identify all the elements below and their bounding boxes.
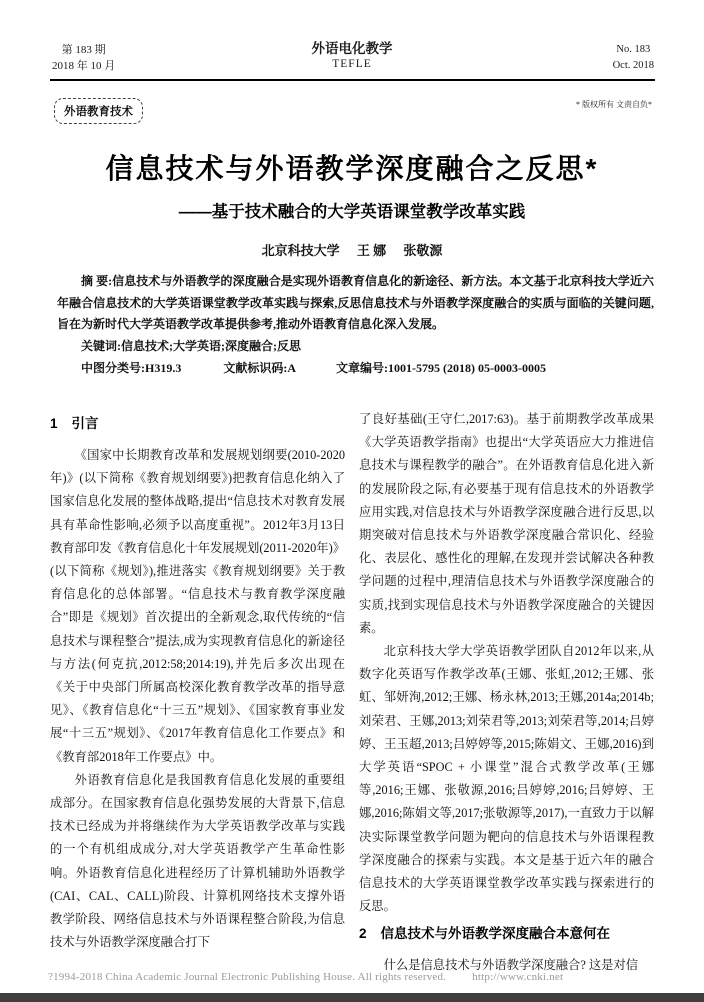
left-column [50,408,345,1002]
section-2-title: 信息技术与外语教学深度融合本意何在 [380,926,611,942]
right-column [359,408,654,1002]
keywords-line [57,336,654,358]
paragraph: 外语教育信息化是我国教育信息化发展的重要组成部分。在国家教育信息化强势发展的大背景下,信息技术已经成为并将继续作为大学英语教学改革与实践的一个有机组成成分,对大学英语教学产生革命性影响。外语教育信息化进程经历了计算机辅助外语教学(CAI、CAL、CALL)阶段、计算机网络技术支撑外语教学阶段、网络信息技术与外语课程整合阶段,为信息技术与外语教学深度融合打下 [50,772,345,950]
doc-code-value: A [287,361,297,375]
header-rule [50,79,655,81]
article-subtitle: ——基于技术融合的大学英语课堂教学改革实践 [178,203,526,221]
section-2-number: 2 [359,926,367,942]
clc-value: H319.3 [145,361,182,375]
copyright-note: * 版权所有 文责自负* [576,100,652,109]
cnki-footer [48,971,668,983]
paragraph: 《国家中长期教育改革和发展规划纲要(2010-2020年)》(以下简称《教育规划纲要》)把教育信息化纳入了国家信息化发展的整体战略,提出“信息技术对教育发展具有革命性影响,必须予以高度重视”。2012年3月13日教育部印发《教育信息化十年发展规划(2011-2020年)》(以下简称《规划》),推进落实《教育规划纲要》关于教育信息化的总体部署。“信息技术与教育教学深度融合”即是《规划》首次提出的全新观念,取代传统的“信息技术与课程整合”提法,成为实现教育信息化的新途径与方法(何克抗,2012:58;2014:19),并先后多次出现在《关于中央部门所属高校深化教育教学改革的指导意见》、《教育信息化“十三五”规划》、《国家教育事业发展“十三五”规划》、《2017年教育信息化工作要点》和《教育部2018年工作要点》中。 [50,448,345,764]
author-1: 王 娜 [356,243,387,258]
paragraph: 了良好基础(王守仁,2017:63)。基于前期教学改革成果《大学英语教学指南》也提出“大学英语应大力推进信息技术与课程教学的融合”。在外语教育信息化进入新的发展阶段之际,有必要基于现有信息技术的外语教学应用实践,对信息技术与外语教学深度融合进行反思,以期突破对信息技术与外语教学深度融合常识化、经验化、表层化、感性化的理解,在发现并尝试解决各种教学问题的过程中,理清信息技术与外语教学深度融合的实质,找到实现信息技术与外语教学深度融合的关键因素。 [359,412,654,635]
section-1-number: 1 [50,416,58,431]
keywords-text: 信息技术;大学英语;深度融合;反思 [121,338,301,353]
journal-name-en: TEFLE [332,58,372,70]
abstract-text: 信息技术与外语教学的深度融合是实现外语教育信息化的新途径、新方法。本文基于北京科技大学近六年融合信息技术的大学英语课堂教学改革实践与探索,反思信息技术与外语教学深度融合的实质与面临的关键问题,旨在为新时代大学英语教学改革提供参考,推动外语教育信息化深入发展。 [57,274,654,331]
section-1-title: 引言 [71,416,99,431]
column-badge: 外语教育技术 [54,98,143,124]
paragraph: 什么是信息技术与外语教学深度融合? 这是对信 [383,958,639,973]
article-no-item [336,361,546,375]
footer-copyright: ?1994-2018 China Academic Journal Electronic Publishing House. All rights reserved. [48,971,447,983]
header-journal-name [0,40,704,72]
issue-number-en: No. 183 [616,44,651,55]
clc-item [81,361,181,375]
author-line [0,240,704,259]
header-issue-en [613,42,654,74]
doc-code-label: 文献标识码: [223,361,288,375]
abstract-label: 摘 要: [81,274,113,288]
bottom-scan-bar [0,993,704,1002]
footer-url: http://www.cnki.net [472,971,564,983]
affiliation: 北京科技大学 [261,243,340,258]
paragraph: 北京科技大学大学英语教学团队自2012年以来,从数字化英语写作教学改革(王娜、张虹,2012;王娜、张虹、邹妍洵,2012;王娜、杨永林,2013;王娜,2014a;2014b;刘荣君、王娜,2013;刘荣君等,2013;刘荣君等,2014;吕婷婷、王玉超,2013;吕婷婷等,2015;陈娟文、王娜,2016)到大学英语“SPOC + 小课堂”混合式教学改革(王娜等,2016;王娜、张敬源,2016;吕婷婷,2016;吕婷婷、王娜,2016;陈娟文等,2017;张敬源等,2017),一直致力于以解决实际课堂教学问题为靶向的信息技术与外语课程教学深度融合的探索与实践。本文是基于近六年的融合信息技术的大学英语课堂教学改革实践与探索进行的反思。 [359,644,654,914]
article-no-label: 文章编号: [336,361,389,375]
article-title: 信息技术与外语教学深度融合之反思* [105,153,599,184]
issue-date-cn: 2018 年 10 月 [52,60,116,72]
body-columns [50,408,655,1002]
clc-label: 中图分类号: [81,361,145,375]
issue-number-cn: 第 183 期 [61,44,106,56]
section-1-heading [50,414,345,434]
article-meta [57,271,654,380]
article-no-value: 1001-5795 (2018) 05-0003-0005 [388,361,546,375]
journal-name-cn: 外语电化教学 [311,41,393,56]
keywords-label: 关键词: [81,338,121,353]
identifier-line [57,358,654,380]
author-2: 张敬源 [403,243,443,258]
section-2-heading [359,924,654,944]
issue-date-en: Oct. 2018 [612,60,654,71]
abstract [57,271,654,336]
doc-code-item [223,361,296,375]
